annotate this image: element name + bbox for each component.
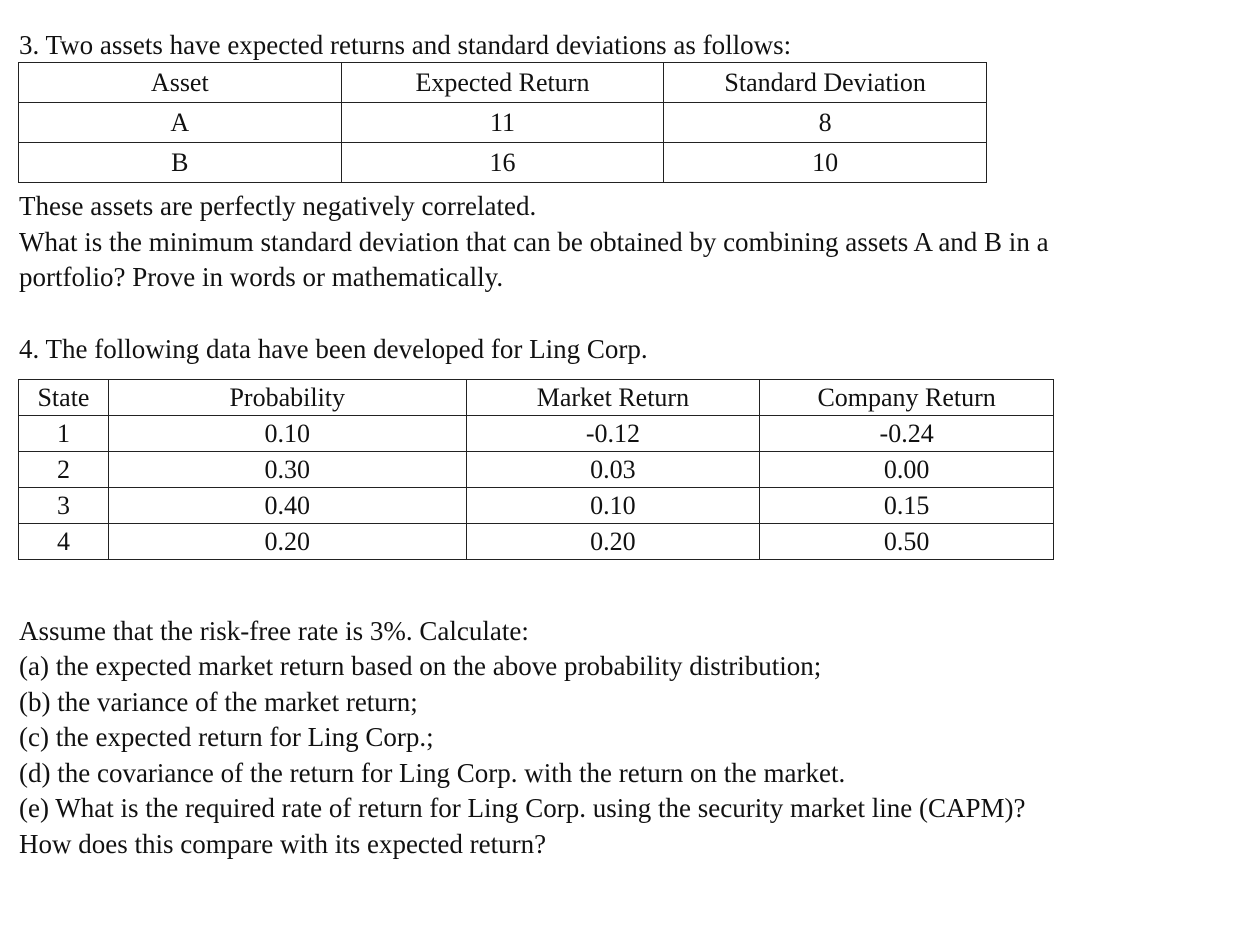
header-market-return: Market Return (466, 380, 760, 416)
question-3-line-2: portfolio? Prove in words or mathematically. (19, 262, 504, 292)
cell-state: 1 (19, 416, 109, 452)
cell-expected-return: 16 (341, 143, 664, 183)
table-row (19, 524, 1054, 560)
cell-market-return: 0.03 (466, 452, 760, 488)
cell-company-return: -0.24 (760, 416, 1054, 452)
cell-asset: A (19, 103, 342, 143)
asset-table (18, 62, 987, 183)
cell-state: 2 (19, 452, 109, 488)
cell-market-return: -0.12 (466, 416, 760, 452)
cell-company-return: 0.15 (760, 488, 1054, 524)
cell-standard-deviation: 10 (664, 143, 987, 183)
table-row (19, 143, 987, 183)
cell-company-return: 0.50 (760, 524, 1054, 560)
cell-state: 4 (19, 524, 109, 560)
question-4-part-b: (b) the variance of the market return; (19, 687, 418, 717)
header-expected-return: Expected Return (341, 63, 664, 103)
question-4-part-a: (a) the expected market return based on the above probability distribution; (19, 651, 822, 681)
cell-probability: 0.20 (108, 524, 466, 560)
question-4-part-e-followup: How does this compare with its expected return? (19, 829, 547, 859)
cell-market-return: 0.10 (466, 488, 760, 524)
question-4-part-e: (e) What is the required rate of return for Ling Corp. using the security market line (CAPM)? (19, 793, 1026, 823)
question-4-part-c: (c) the expected return for Ling Corp.; (19, 722, 434, 752)
table-header-row (19, 63, 987, 103)
cell-company-return: 0.00 (760, 452, 1054, 488)
header-probability: Probability (108, 380, 466, 416)
table-row (19, 488, 1054, 524)
cell-standard-deviation: 8 (664, 103, 987, 143)
header-state: State (19, 380, 109, 416)
question-4-intro: 4. The following data have been developed for Ling Corp. (19, 334, 648, 364)
table-header-row (19, 380, 1054, 416)
ling-corp-table (18, 379, 1054, 560)
header-standard-deviation: Standard Deviation (664, 63, 987, 103)
header-company-return: Company Return (760, 380, 1054, 416)
cell-state: 3 (19, 488, 109, 524)
question-3-line-1: What is the minimum standard deviation that can be obtained by combining assets A and B in a (19, 227, 1049, 257)
cell-probability: 0.30 (108, 452, 466, 488)
question-3-statement: These assets are perfectly negatively correlated. (19, 191, 537, 221)
cell-probability: 0.40 (108, 488, 466, 524)
question-4-part-d: (d) the covariance of the return for Ling Corp. with the return on the market. (19, 758, 846, 788)
cell-market-return: 0.20 (466, 524, 760, 560)
header-asset: Asset (19, 63, 342, 103)
table-row (19, 452, 1054, 488)
cell-probability: 0.10 (108, 416, 466, 452)
question-3-intro: 3. Two assets have expected returns and standard deviations as follows: (19, 30, 792, 60)
question-4-assumption: Assume that the risk-free rate is 3%. Calculate: (19, 616, 529, 646)
table-row (19, 416, 1054, 452)
cell-expected-return: 11 (341, 103, 664, 143)
table-row (19, 103, 987, 143)
cell-asset: B (19, 143, 342, 183)
